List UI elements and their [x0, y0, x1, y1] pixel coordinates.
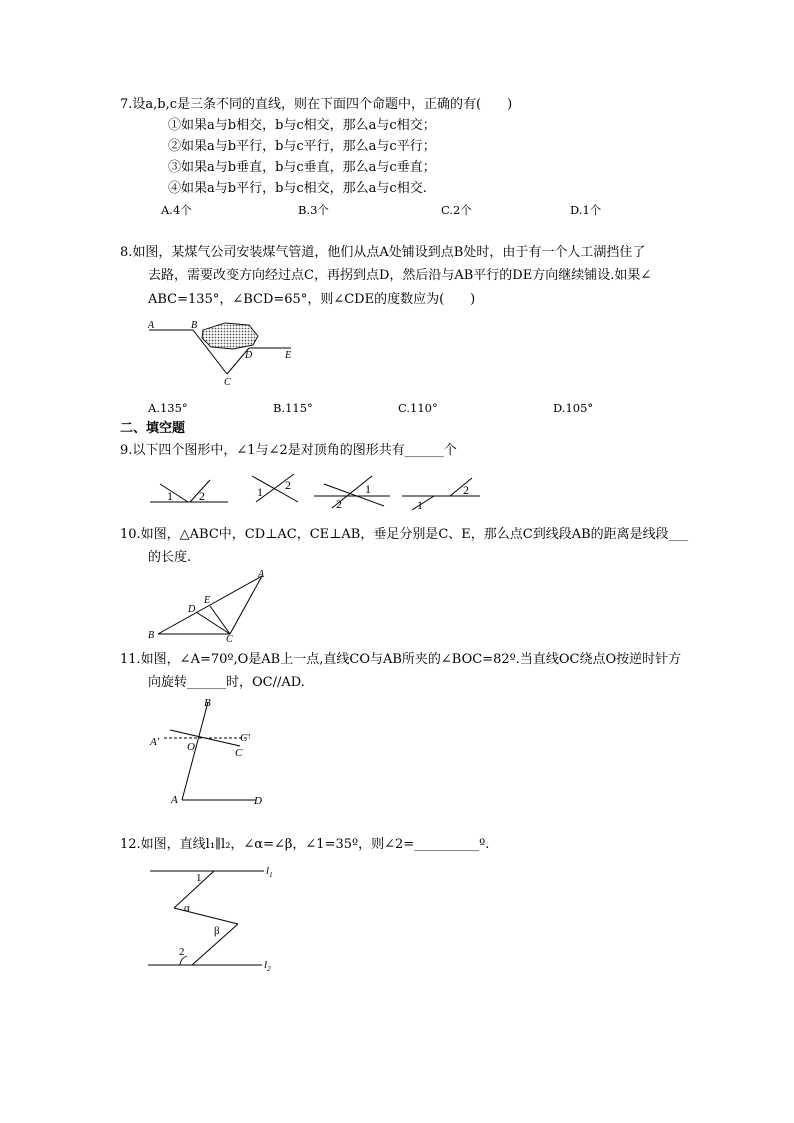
q7-prop-4: ④如果a与b平行，b与c相交，那么a与c相交. — [168, 181, 427, 196]
svg-text:B: B — [148, 630, 155, 641]
svg-text:C: C — [235, 747, 243, 759]
q11-rotation-figure — [150, 696, 280, 808]
q8-option-c: C.110° — [398, 401, 438, 415]
svg-text:1: 1 — [257, 485, 263, 499]
q9-figure-3 — [314, 474, 394, 510]
q8-line-1: 8.如图，某煤气公司安装煤气管道，他们从点A处铺设到点B处时，由于有一个人工湖挡住了 — [120, 245, 646, 260]
svg-text:A': A' — [150, 736, 160, 748]
svg-text:C: C — [226, 634, 233, 645]
svg-text:l2: $l_2$ — [264, 959, 271, 973]
svg-text:2: 2 — [336, 497, 342, 511]
q7-option-a: A.4个 — [161, 203, 192, 217]
q12-stem: 12.如图，直线l₁∥l₂，∠α=∠β，∠1=35º，则∠2=__________º. — [120, 837, 490, 852]
svg-text:1: 1 — [417, 498, 423, 512]
q7-prop-3: ③如果a与b垂直，b与c垂直，那么a与c垂直； — [168, 160, 436, 175]
q8-option-a: A.135° — [148, 401, 188, 415]
svg-text:E: E — [204, 595, 211, 606]
q10-line-1: 10.如图，△ABC中，CD⊥AC，CE⊥AB，垂足分别是C、E，那么点C到线段AB的距离是线段___ — [120, 527, 689, 542]
svg-text:D: D — [188, 604, 196, 615]
svg-text:2: 2 — [463, 483, 469, 497]
q9-stem: 9.以下四个图形中，∠1与∠2是对顶角的图形共有______个 — [120, 443, 457, 458]
svg-text:1: 1 — [196, 872, 202, 884]
svg-text:2: 2 — [179, 946, 185, 958]
q8-pipeline-figure — [145, 318, 305, 390]
q11-line-1: 11.如图，∠A=70º,O是AB上一点,直线CO与AB所夹的∠BOC=82º.当直线OC绕点O按逆时针方 — [120, 652, 682, 667]
svg-text:2: 2 — [285, 478, 291, 492]
svg-text:A: A — [258, 569, 265, 580]
q12-parallel-lines-figure — [146, 864, 286, 974]
q7-option-c: C.2个 — [441, 203, 472, 217]
q10-line-2: 的长度. — [148, 550, 192, 565]
q7-prop-2: ②如果a与b平行，b与c平行，那么a与c平行； — [168, 139, 436, 154]
q7-stem: 7.设a,b,c是三条不同的直线，则在下面四个命题中，正确的有( ) — [120, 97, 513, 112]
q8-line-2: 去路，需要改变方向经过点C，再拐到点D，然后沿与AB平行的DE方向继续铺设.如果∠ — [148, 268, 652, 283]
svg-text:α: α — [184, 902, 190, 914]
svg-text:1: 1 — [167, 489, 173, 503]
point-e-label: E — [285, 350, 292, 361]
svg-text:β: β — [214, 925, 220, 937]
svg-text:2: 2 — [199, 489, 205, 503]
svg-text:B: B — [204, 697, 211, 709]
svg-text:O: O — [187, 741, 195, 753]
q7-option-d: D.1个 — [570, 203, 602, 217]
q9-figure-2 — [248, 472, 308, 506]
svg-text:A: A — [171, 794, 178, 806]
q9-figure-1 — [150, 474, 230, 504]
svg-text:D: D — [254, 795, 262, 807]
lake-shape — [202, 323, 258, 349]
q8-option-b: B.115° — [273, 401, 313, 415]
q8-line-3: ABC=135°，∠BCD=65°，则∠CDE的度数应为( ) — [148, 292, 476, 307]
q10-triangle-figure — [146, 568, 276, 645]
svg-text:l1: $l_1$ — [266, 865, 273, 879]
q8-option-d: D.105° — [553, 401, 594, 415]
point-b-label: B — [191, 320, 198, 331]
point-c-label: C — [224, 377, 231, 388]
svg-text:1: 1 — [365, 482, 371, 496]
q7-option-b: B.3个 — [298, 203, 329, 217]
q7-prop-1: ①如果a与b相交，b与c相交，那么a与c相交； — [168, 118, 436, 133]
q11-line-2: 向旋转______时，OC//AD. — [148, 675, 305, 690]
section-title-fill-in: 二、填空题 — [120, 421, 186, 436]
point-d-label: D — [245, 350, 253, 361]
q9-figure-4 — [402, 474, 484, 510]
svg-text:C': C' — [240, 732, 250, 744]
point-a-label: A — [148, 320, 155, 331]
